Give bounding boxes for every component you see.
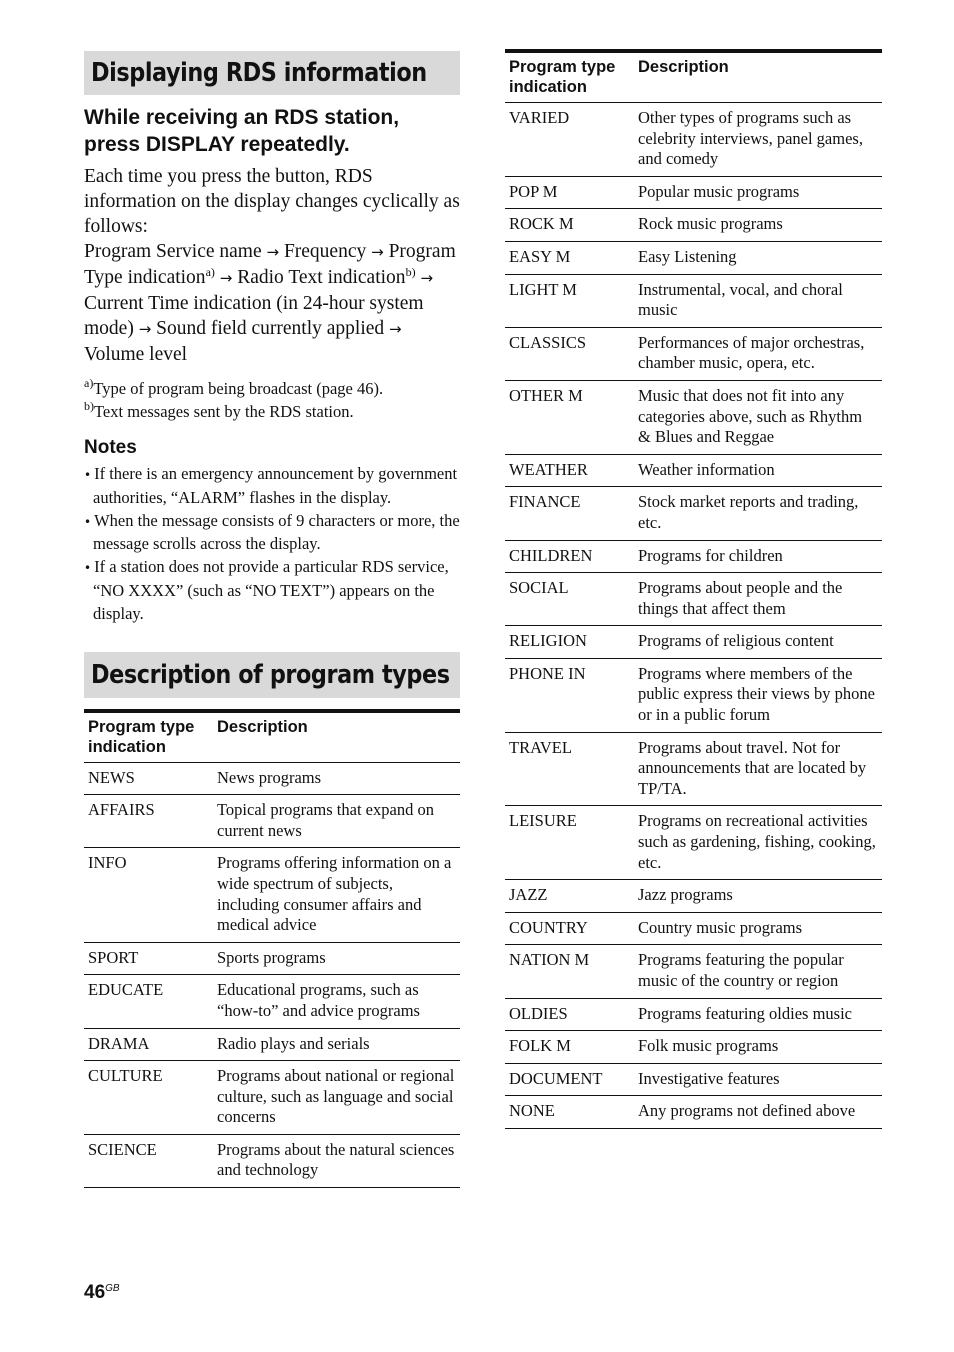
program-type-code: SPORT: [84, 942, 213, 975]
col-header-code: Program type indication: [505, 51, 634, 103]
program-type-code: PHONE IN: [505, 658, 634, 732]
table-row: [84, 975, 460, 1028]
program-type-description: Programs of religious content: [634, 626, 882, 659]
table-row: [84, 762, 460, 795]
program-type-code: NONE: [505, 1096, 634, 1129]
arrow-icon: →: [219, 269, 233, 287]
footnote: $^{b)}$Text messages sent by the RDS station.: [84, 399, 354, 421]
program-type-description: Topical programs that expand on current news: [213, 795, 460, 848]
program-type-description: Popular music programs: [634, 176, 882, 209]
program-type-description: Programs on recreational activities such as gardening, fishing, cooking, etc.: [634, 806, 882, 880]
arrow-icon: →: [138, 320, 152, 338]
table-row: [84, 1028, 460, 1061]
program-type-code: POP M: [505, 176, 634, 209]
table-row: [505, 176, 882, 209]
rds-body: [84, 164, 460, 367]
col-header-code: Program type indication: [84, 711, 213, 763]
notes-list: [84, 463, 460, 626]
program-type-code: DOCUMENT: [505, 1063, 634, 1096]
program-type-description: Programs for children: [634, 540, 882, 573]
program-type-description: Programs featuring oldies music: [634, 998, 882, 1031]
arrow-icon: →: [420, 269, 434, 287]
table-row: [84, 942, 460, 975]
table-row: [505, 487, 882, 540]
note-item: • When the message consists of 9 characters or more, the message scrolls across the display.: [84, 510, 460, 557]
program-type-code: NEWS: [84, 762, 213, 795]
right-column: [505, 0, 882, 1129]
program-types-table-left: [84, 709, 460, 1189]
program-type-description: Any programs not defined above: [634, 1096, 882, 1129]
left-column: [84, 0, 460, 1188]
program-type-description: Investigative features: [634, 1063, 882, 1096]
table-row: [505, 732, 882, 806]
program-type-description: Programs where members of the public express their views by phone or in a public forum: [634, 658, 882, 732]
arrow-icon: →: [266, 243, 280, 261]
table-row: [505, 327, 882, 380]
table-row: [505, 573, 882, 626]
table-row: [84, 848, 460, 942]
program-type-description: Easy Listening: [634, 241, 882, 274]
program-type-code: JAZZ: [505, 880, 634, 913]
program-type-code: VARIED: [505, 103, 634, 177]
program-type-description: Radio plays and serials: [213, 1028, 460, 1061]
program-types-table-right: [505, 49, 882, 1129]
table-row: [505, 806, 882, 880]
table-row: [505, 274, 882, 327]
table-row: [505, 103, 882, 177]
notes-title: Notes: [84, 437, 137, 458]
table-row: [505, 912, 882, 945]
program-type-description: Programs featuring the popular music of the country or region: [634, 945, 882, 998]
program-type-description: Other types of programs such as celebrity interviews, panel games, and comedy: [634, 103, 882, 177]
table-row: [505, 454, 882, 487]
page-number: $46^{GB}$: [84, 1282, 120, 1303]
table-row: [505, 945, 882, 998]
program-type-description: Educational programs, such as “how-to” and advice programs: [213, 975, 460, 1028]
program-type-code: EASY M: [505, 241, 634, 274]
program-type-code: FINANCE: [505, 487, 634, 540]
rds-subheading: While receiving an RDS station, press DISPLAY repeatedly.: [84, 106, 400, 156]
program-type-description: Sports programs: [213, 942, 460, 975]
table-row: [505, 626, 882, 659]
program-type-code: AFFAIRS: [84, 795, 213, 848]
program-type-description: News programs: [213, 762, 460, 795]
program-type-code: OTHER M: [505, 380, 634, 454]
program-type-code: ROCK M: [505, 209, 634, 242]
program-type-description: Programs offering information on a wide spectrum of subjects, including consumer affairs and medical advice: [213, 848, 460, 942]
program-type-description: Weather information: [634, 454, 882, 487]
table-header-row: [84, 711, 460, 763]
rds-section-title: Displaying RDS information: [84, 51, 460, 95]
table-row: [505, 998, 882, 1031]
table-row: [505, 380, 882, 454]
program-type-code: RELIGION: [505, 626, 634, 659]
table-header-row: [505, 51, 882, 103]
table-row: [505, 658, 882, 732]
table-row: [505, 1031, 882, 1064]
program-type-code: INFO: [84, 848, 213, 942]
program-type-description: Stock market reports and trading, etc.: [634, 487, 882, 540]
program-type-code: TRAVEL: [505, 732, 634, 806]
table-row: [84, 1134, 460, 1187]
footnote-ref: b): [405, 265, 416, 279]
table-row: [505, 1096, 882, 1129]
sequence-item: Program Type indication: [84, 241, 456, 288]
program-type-code: CULTURE: [84, 1061, 213, 1135]
program-type-description: Performances of major orchestras, chamber music, opera, etc.: [634, 327, 882, 380]
rds-sequence: [84, 239, 460, 367]
program-type-description: Music that does not fit into any categories above, such as Rhythm & Blues and Reggae: [634, 380, 882, 454]
program-type-description: Folk music programs: [634, 1031, 882, 1064]
program-type-description: Programs about people and the things that affect them: [634, 573, 882, 626]
sequence-item: Radio Text indication$^{b)}$: [237, 265, 416, 288]
sequence-item: Current Time indication (in 24-hour system mode): [84, 293, 424, 339]
program-type-code: CLASSICS: [505, 327, 634, 380]
program-type-code: EDUCATE: [84, 975, 213, 1028]
program-type-description: Rock music programs: [634, 209, 882, 242]
footnotes: [84, 377, 460, 423]
table-row: [505, 1063, 882, 1096]
arrow-icon: →: [371, 243, 384, 261]
program-type-code: WEATHER: [505, 454, 634, 487]
note-item: • If there is an emergency announcement by government authorities, “ALARM” flashes in the display.: [84, 463, 460, 510]
program-type-description: Programs about national or regional culture, such as language and social concerns: [213, 1061, 460, 1135]
sequence-item: Volume level: [84, 344, 188, 365]
program-type-description: Programs about the natural sciences and technology: [213, 1134, 460, 1187]
program-type-code: NATION M: [505, 945, 634, 998]
program-type-code: LIGHT M: [505, 274, 634, 327]
col-header-description: Description: [213, 711, 460, 763]
col-header-description: Description: [634, 51, 882, 103]
program-type-description: Instrumental, vocal, and choral music: [634, 274, 882, 327]
arrow-icon: →: [389, 320, 402, 338]
table-row: [505, 540, 882, 573]
program-type-code: SCIENCE: [84, 1134, 213, 1187]
program-type-code: COUNTRY: [505, 912, 634, 945]
sequence-item: Program Service name: [84, 241, 262, 262]
sequence-item: Frequency: [283, 241, 367, 262]
table-row: [505, 880, 882, 913]
table-row: [505, 241, 882, 274]
program-type-description: Programs about travel. Not for announcements that are located by TP/TA.: [634, 732, 882, 806]
table-row: [84, 795, 460, 848]
program-type-description: Country music programs: [634, 912, 882, 945]
footnote: $^{a)}$Type of program being broadcast (page 46).: [84, 376, 384, 398]
region-code: GB: [105, 1283, 120, 1294]
note-item: • If a station does not provide a particular RDS service, “NO XXXX” (such as “NO TEXT”) appears on the display.: [84, 556, 460, 625]
sequence-item: Sound field currently applied: [156, 318, 385, 339]
rds-intro: Each time you press the button, RDS information on the display changes cyclically as follows:: [84, 166, 460, 237]
program-types-title: Description of program types: [84, 652, 460, 698]
program-type-code: LEISURE: [505, 806, 634, 880]
program-type-code: CHILDREN: [505, 540, 634, 573]
table-row: [84, 1061, 460, 1135]
program-type-code: OLDIES: [505, 998, 634, 1031]
program-type-code: SOCIAL: [505, 573, 634, 626]
program-type-code: DRAMA: [84, 1028, 213, 1061]
program-type-description: Jazz programs: [634, 880, 882, 913]
table-row: [505, 209, 882, 242]
footnote-ref: a): [205, 265, 215, 279]
program-type-code: FOLK M: [505, 1031, 634, 1064]
